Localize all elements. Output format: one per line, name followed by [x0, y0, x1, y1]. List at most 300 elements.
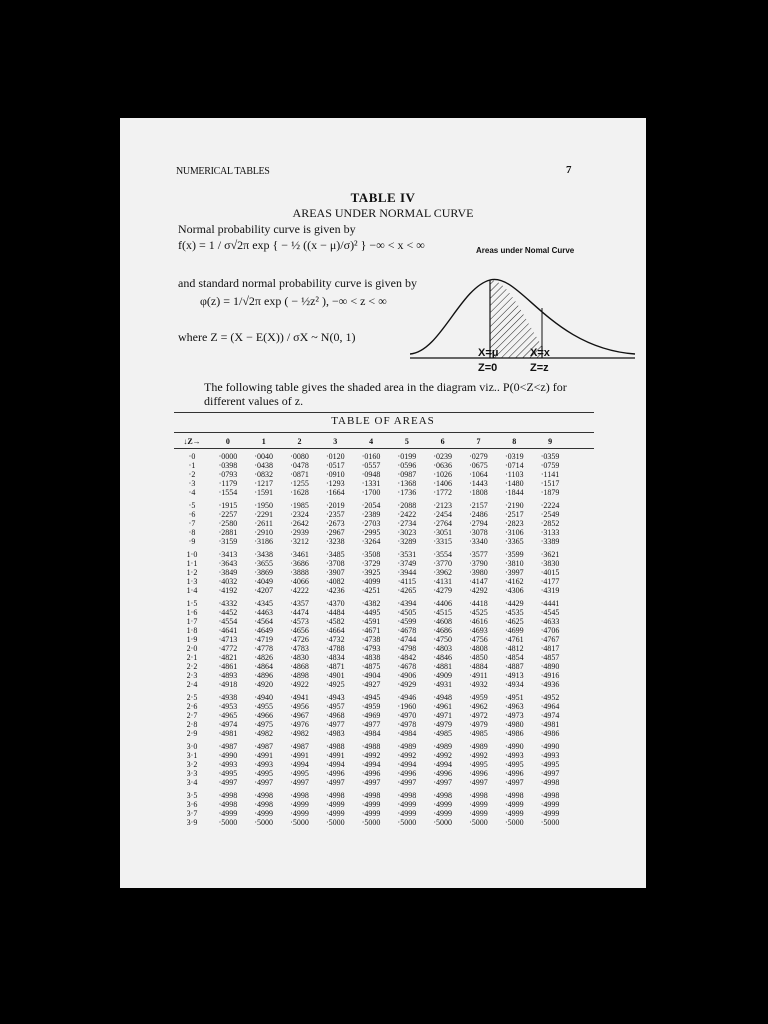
- area-value: ·4969: [361, 711, 381, 720]
- area-value: ·3749: [397, 559, 417, 568]
- area-value: ·4778: [254, 644, 274, 653]
- table-row: [174, 626, 594, 635]
- area-value: ·4868: [290, 662, 309, 671]
- area-value: ·0675: [469, 461, 488, 470]
- area-value: ·4115: [397, 577, 417, 586]
- area-value: ·4761: [504, 635, 524, 644]
- area-value: ·4898: [290, 671, 309, 680]
- area-value: ·1915: [218, 501, 238, 510]
- area-value: ·4678: [397, 626, 417, 635]
- z-value: 2·9: [186, 729, 198, 738]
- z-value: 1·8: [186, 626, 198, 635]
- area-value: ·4959: [361, 702, 381, 711]
- area-value: ·2224: [540, 501, 560, 510]
- area-value: ·4817: [540, 644, 560, 653]
- area-value: ·4982: [254, 729, 274, 738]
- z-transform-formula: [178, 330, 355, 345]
- area-value: ·4992: [361, 751, 381, 760]
- area-value: ·4999: [218, 809, 238, 818]
- area-value: ·3238: [325, 537, 345, 546]
- area-value: ·4515: [433, 608, 453, 617]
- area-value: ·4306: [504, 586, 524, 595]
- area-value: ·4994: [325, 760, 345, 769]
- area-value: ·4988: [325, 742, 345, 751]
- area-value: ·4997: [433, 778, 453, 787]
- area-value: ·4981: [218, 729, 238, 738]
- area-value: ·4956: [290, 702, 309, 711]
- area-value: ·4131: [433, 577, 453, 586]
- area-value: ·2734: [397, 519, 417, 528]
- area-value: ·0793: [218, 470, 238, 479]
- area-value: ·4875: [361, 662, 381, 671]
- area-value: ·2852: [540, 519, 560, 528]
- z-value: ·4: [188, 488, 196, 497]
- z-value: 3·1: [186, 751, 198, 760]
- header-rule-top: [174, 432, 594, 433]
- area-value: ·4932: [469, 680, 488, 689]
- area-value: ·4978: [397, 720, 417, 729]
- table-row: [174, 577, 594, 586]
- area-value: ·3708: [325, 559, 345, 568]
- area-value: ·4998: [469, 791, 488, 800]
- area-value: ·5000: [504, 818, 524, 827]
- area-value: ·4222: [290, 586, 309, 595]
- area-value: ·4997: [469, 778, 488, 787]
- area-value: ·4756: [469, 635, 488, 644]
- area-value: ·4977: [325, 720, 345, 729]
- z-value: 2·4: [186, 680, 198, 689]
- area-value: ·4995: [218, 769, 238, 778]
- formula-f-lhs: f(x) =: [178, 238, 209, 252]
- area-value: ·4999: [540, 800, 560, 809]
- z-value: 1·5: [186, 599, 198, 608]
- area-value: ·4998: [254, 800, 274, 809]
- area-value: ·4332: [218, 599, 238, 608]
- area-value: ·4979: [469, 720, 488, 729]
- formula-phi-body: 1/√2π exp ( − ½z² ), −∞ < z < ∞: [233, 294, 387, 308]
- area-value: ·4896: [254, 671, 274, 680]
- area-value: ·4998: [540, 791, 560, 800]
- area-value: ·3554: [433, 550, 453, 559]
- z-value: 1·4: [186, 586, 198, 595]
- table-row: [174, 760, 594, 769]
- z-value: 1·1: [186, 559, 198, 568]
- area-value: ·4980: [504, 720, 524, 729]
- area-value: ·1554: [218, 488, 238, 497]
- area-value: ·1480: [504, 479, 524, 488]
- table-row: [174, 809, 594, 818]
- area-value: ·4706: [540, 626, 560, 635]
- label-x-mu: X=μ: [478, 347, 499, 359]
- area-value: ·4265: [397, 586, 417, 595]
- z-value: 2·2: [186, 662, 198, 671]
- area-value: ·4429: [504, 599, 524, 608]
- area-value: ·4961: [433, 702, 453, 711]
- top-rule: [174, 412, 594, 413]
- area-value: ·4049: [254, 577, 274, 586]
- area-value: ·4345: [254, 599, 274, 608]
- area-value: ·0080: [290, 452, 309, 461]
- area-value: ·4997: [540, 769, 560, 778]
- area-value: ·3413: [218, 550, 238, 559]
- table-row: [174, 751, 594, 760]
- table-row: [174, 479, 594, 488]
- area-value: ·4656: [290, 626, 309, 635]
- area-value: ·4357: [290, 599, 309, 608]
- area-value: ·1064: [469, 470, 488, 479]
- area-value: ·4997: [290, 778, 309, 787]
- z-value: 1·3: [186, 577, 198, 586]
- area-value: ·4986: [504, 729, 524, 738]
- area-value: ·4984: [397, 729, 417, 738]
- area-value: ·0714: [504, 461, 524, 470]
- area-value: ·4974: [218, 720, 238, 729]
- area-value: ·4968: [325, 711, 345, 720]
- area-value: ·1443: [469, 479, 488, 488]
- area-value: ·1985: [290, 501, 309, 510]
- area-value: ·2157: [469, 501, 488, 510]
- header-col-0: 0: [225, 436, 230, 446]
- area-value: ·3389: [540, 537, 560, 546]
- curve-caption: Areas under Nomal Curve: [476, 246, 575, 255]
- header-col-2: 2: [297, 436, 302, 446]
- area-value: ·3770: [433, 559, 453, 568]
- table-row: [174, 608, 594, 617]
- area-value: ·0517: [325, 461, 345, 470]
- area-value: ·4995: [504, 760, 524, 769]
- area-value: ·4989: [397, 742, 417, 751]
- area-value: ·4999: [397, 800, 417, 809]
- area-value: ·4983: [325, 729, 345, 738]
- area-value: ·4993: [218, 760, 238, 769]
- area-value: ·4972: [469, 711, 488, 720]
- area-value: ·4979: [433, 720, 453, 729]
- table-body: [174, 452, 594, 827]
- area-value: ·0120: [325, 452, 345, 461]
- area-value: ·4732: [325, 635, 345, 644]
- area-value: ·4826: [254, 653, 274, 662]
- z-value: 2·5: [186, 693, 198, 702]
- area-value: ·4783: [290, 644, 309, 653]
- area-value: ·4671: [361, 626, 381, 635]
- z-value: 3·3: [186, 769, 198, 778]
- area-value: ·2422: [397, 510, 417, 519]
- area-value: ·4973: [504, 711, 524, 720]
- area-value: ·2190: [504, 501, 524, 510]
- area-value: ·4995: [540, 760, 560, 769]
- area-value: ·4999: [540, 809, 560, 818]
- area-value: ·2673: [325, 519, 345, 528]
- area-value: ·4192: [218, 586, 238, 595]
- area-value: ·4996: [397, 769, 417, 778]
- area-value: ·4994: [361, 760, 381, 769]
- area-value: ·4633: [540, 617, 560, 626]
- area-value: ·5000: [469, 818, 488, 827]
- z-value: 2·0: [186, 644, 198, 653]
- area-value: ·4990: [504, 742, 524, 751]
- area-value: ·3106: [504, 528, 524, 537]
- area-value: ·4989: [433, 742, 453, 751]
- area-value: ·4971: [433, 711, 453, 720]
- area-value: ·3643: [218, 559, 238, 568]
- area-value: ·3925: [361, 568, 381, 577]
- area-value: ·1700: [361, 488, 381, 497]
- area-value: ·4999: [325, 809, 345, 818]
- z-value: ·0: [188, 452, 196, 461]
- area-value: ·4992: [469, 751, 488, 760]
- area-value: ·2486: [469, 510, 488, 519]
- table-heading: TABLE IV: [350, 190, 416, 205]
- header-col-5: 5: [404, 436, 409, 446]
- table-row: [174, 461, 594, 470]
- area-value: ·4726: [290, 635, 309, 644]
- area-value: ·4452: [218, 608, 238, 617]
- table-row: [174, 599, 594, 608]
- z-value: ·2: [188, 470, 196, 479]
- area-value: ·2054: [361, 501, 381, 510]
- area-value: ·0319: [504, 452, 524, 461]
- area-value: ·3133: [540, 528, 560, 537]
- table-row: [174, 550, 594, 559]
- area-value: ·0279: [469, 452, 488, 461]
- area-value: ·2764: [433, 519, 453, 528]
- area-value: ·4953: [218, 702, 238, 711]
- area-value: ·0636: [433, 461, 453, 470]
- area-value: ·4906: [397, 671, 417, 680]
- area-value: ·4999: [504, 800, 524, 809]
- header-col-4: 4: [369, 436, 374, 446]
- area-value: ·4993: [540, 751, 560, 760]
- area-value: ·4959: [469, 693, 488, 702]
- area-value: ·4821: [218, 653, 238, 662]
- z-value: 1·6: [186, 608, 198, 617]
- area-value: ·4990: [218, 751, 238, 760]
- area-value: ·1103: [505, 470, 524, 479]
- area-value: ·4744: [397, 635, 417, 644]
- area-value: ·1179: [218, 479, 238, 488]
- area-value: ·4998: [325, 791, 345, 800]
- table-row: [174, 778, 594, 787]
- table-row: [174, 635, 594, 644]
- area-value: ·4394: [397, 599, 417, 608]
- area-value: ·4279: [433, 586, 453, 595]
- area-value: ·2291: [254, 510, 274, 519]
- area-value: ·2389: [361, 510, 381, 519]
- area-value: ·1950: [254, 501, 274, 510]
- header-rule-bottom: [174, 448, 594, 449]
- area-value: ·3907: [325, 568, 345, 577]
- area-value: ·4965: [218, 711, 238, 720]
- area-value: ·3485: [325, 550, 345, 559]
- area-value: ·0596: [397, 461, 417, 470]
- area-value: ·4890: [540, 662, 560, 671]
- area-value: ·4995: [290, 769, 309, 778]
- area-value: ·4990: [540, 742, 560, 751]
- table-of-areas-title: TABLE OF AREAS: [331, 415, 435, 427]
- page-number: 7: [566, 164, 572, 176]
- area-value: ·4911: [469, 671, 488, 680]
- z-value: 2·8: [186, 720, 198, 729]
- area-value: ·1591: [254, 488, 274, 497]
- area-value: ·2123: [433, 501, 453, 510]
- z-value: 3·6: [186, 800, 198, 809]
- area-value: ·4901: [325, 671, 345, 680]
- area-value: ·4992: [433, 751, 453, 760]
- area-value: ·4803: [433, 644, 453, 653]
- area-value: ·3944: [397, 568, 417, 577]
- area-value: ·4997: [218, 778, 238, 787]
- area-value: ·4996: [361, 769, 381, 778]
- area-value: ·4997: [504, 778, 524, 787]
- area-value: ·4986: [540, 729, 560, 738]
- area-value: ·4834: [325, 653, 345, 662]
- area-value: ·3023: [397, 528, 417, 537]
- area-value: ·1960: [397, 702, 417, 711]
- area-value: ·4955: [254, 702, 274, 711]
- table-row: [174, 702, 594, 711]
- area-value: ·2549: [540, 510, 560, 519]
- area-value: ·4573: [290, 617, 309, 626]
- area-value: ·4032: [218, 577, 238, 586]
- area-value: ·4995: [469, 760, 488, 769]
- area-value: ·4495: [361, 608, 381, 617]
- area-value: ·5000: [254, 818, 274, 827]
- header-col-6: 6: [440, 436, 445, 446]
- table-row: [174, 488, 594, 497]
- area-value: ·1736: [397, 488, 417, 497]
- area-value: ·4943: [325, 693, 345, 702]
- area-value: ·4985: [433, 729, 453, 738]
- area-value: ·4994: [397, 760, 417, 769]
- area-value: ·4998: [504, 791, 524, 800]
- area-value: ·1879: [540, 488, 560, 497]
- area-value: ·3599: [504, 550, 524, 559]
- table-row: [174, 791, 594, 800]
- area-value: ·4861: [218, 662, 238, 671]
- label-x-x: X=x: [530, 347, 550, 359]
- area-value: ·3531: [397, 550, 417, 559]
- area-value: ·4999: [254, 809, 274, 818]
- area-value: ·4884: [469, 662, 488, 671]
- z-value: ·7: [188, 519, 196, 528]
- area-value: ·4934: [504, 680, 524, 689]
- area-value: ·3577: [469, 550, 488, 559]
- area-value: ·4957: [325, 702, 345, 711]
- formula-z-lhs: where Z =: [178, 330, 231, 344]
- area-value: ·4738: [361, 635, 381, 644]
- area-value: ·4582: [325, 617, 345, 626]
- area-value: ·4951: [504, 693, 524, 702]
- area-value: ·4999: [325, 800, 345, 809]
- area-value: ·4616: [469, 617, 488, 626]
- formula-f-range: −∞ < x < ∞: [369, 238, 425, 252]
- area-value: ·5000: [540, 818, 560, 827]
- area-value: ·4625: [504, 617, 524, 626]
- area-value: ·0359: [540, 452, 560, 461]
- intro-text: Normal probability curve is given by: [178, 222, 356, 236]
- area-value: ·4788: [325, 644, 345, 653]
- area-value: ·3365: [504, 537, 524, 546]
- area-value: ·4909: [433, 671, 453, 680]
- area-value: ·2703: [361, 519, 381, 528]
- area-value: ·4999: [433, 809, 453, 818]
- area-value: ·4985: [469, 729, 488, 738]
- area-value: ·4997: [397, 778, 417, 787]
- table-description: The following table gives the shaded area in the diagram viz.. P(0<Z<z) for different values of z.: [204, 380, 567, 408]
- table-row: [174, 501, 594, 510]
- area-value: ·4996: [469, 769, 488, 778]
- area-value: ·4370: [325, 599, 345, 608]
- table-row: [174, 537, 594, 546]
- area-value: ·4946: [397, 693, 417, 702]
- area-value: ·4966: [254, 711, 274, 720]
- area-value: ·4525: [469, 608, 488, 617]
- z-value: 3·0: [186, 742, 198, 751]
- area-value: ·3830: [540, 559, 560, 568]
- table-row: [174, 711, 594, 720]
- area-value: ·4967: [290, 711, 309, 720]
- area-value: ·2019: [325, 501, 345, 510]
- running-header: NUMERICAL TABLES: [176, 166, 270, 177]
- z-value: 2·7: [186, 711, 198, 720]
- area-value: ·1293: [325, 479, 345, 488]
- area-value: ·4099: [361, 577, 381, 586]
- area-value: ·1255: [290, 479, 309, 488]
- area-value: ·5000: [361, 818, 381, 827]
- area-value: ·1844: [504, 488, 524, 497]
- area-value: ·3078: [469, 528, 488, 537]
- z-value: ·6: [188, 510, 196, 519]
- area-value: ·4997: [254, 778, 274, 787]
- table-row: [174, 818, 594, 827]
- area-value: ·5000: [397, 818, 417, 827]
- area-value: ·3869: [254, 568, 274, 577]
- area-value: ·4505: [397, 608, 417, 617]
- area-value: ·2088: [397, 501, 417, 510]
- area-value: ·4564: [254, 617, 274, 626]
- z-value: 3·7: [186, 809, 198, 818]
- area-value: ·0948: [361, 470, 381, 479]
- area-value: ·4484: [325, 608, 345, 617]
- area-value: ·4082: [325, 577, 345, 586]
- area-value: ·4830: [290, 653, 309, 662]
- area-value: ·4686: [433, 626, 453, 635]
- standard-pdf-formula: [200, 294, 387, 309]
- header-z: ↓Z→: [183, 436, 201, 446]
- area-value: ·5000: [433, 818, 453, 827]
- area-value: ·4693: [469, 626, 488, 635]
- area-value: ·1406: [433, 479, 453, 488]
- area-value: ·4948: [433, 693, 453, 702]
- area-value: ·4941: [290, 693, 309, 702]
- area-value: ·4999: [469, 809, 488, 818]
- area-value: ·3186: [254, 537, 274, 546]
- area-value: ·4798: [397, 644, 417, 653]
- area-value: ·4925: [325, 680, 345, 689]
- area-value: ·4846: [433, 653, 453, 662]
- area-value: ·3810: [504, 559, 524, 568]
- area-value: ·4916: [540, 671, 560, 680]
- area-value: ·4678: [397, 662, 417, 671]
- area-value: ·3508: [361, 550, 381, 559]
- area-value: ·1664: [325, 488, 345, 497]
- z-value: 3·9: [186, 818, 198, 827]
- area-value: ·0040: [254, 452, 274, 461]
- area-value: ·4977: [361, 720, 381, 729]
- area-value: ·4850: [469, 653, 488, 662]
- area-value: ·2257: [218, 510, 238, 519]
- area-value: ·1026: [433, 470, 453, 479]
